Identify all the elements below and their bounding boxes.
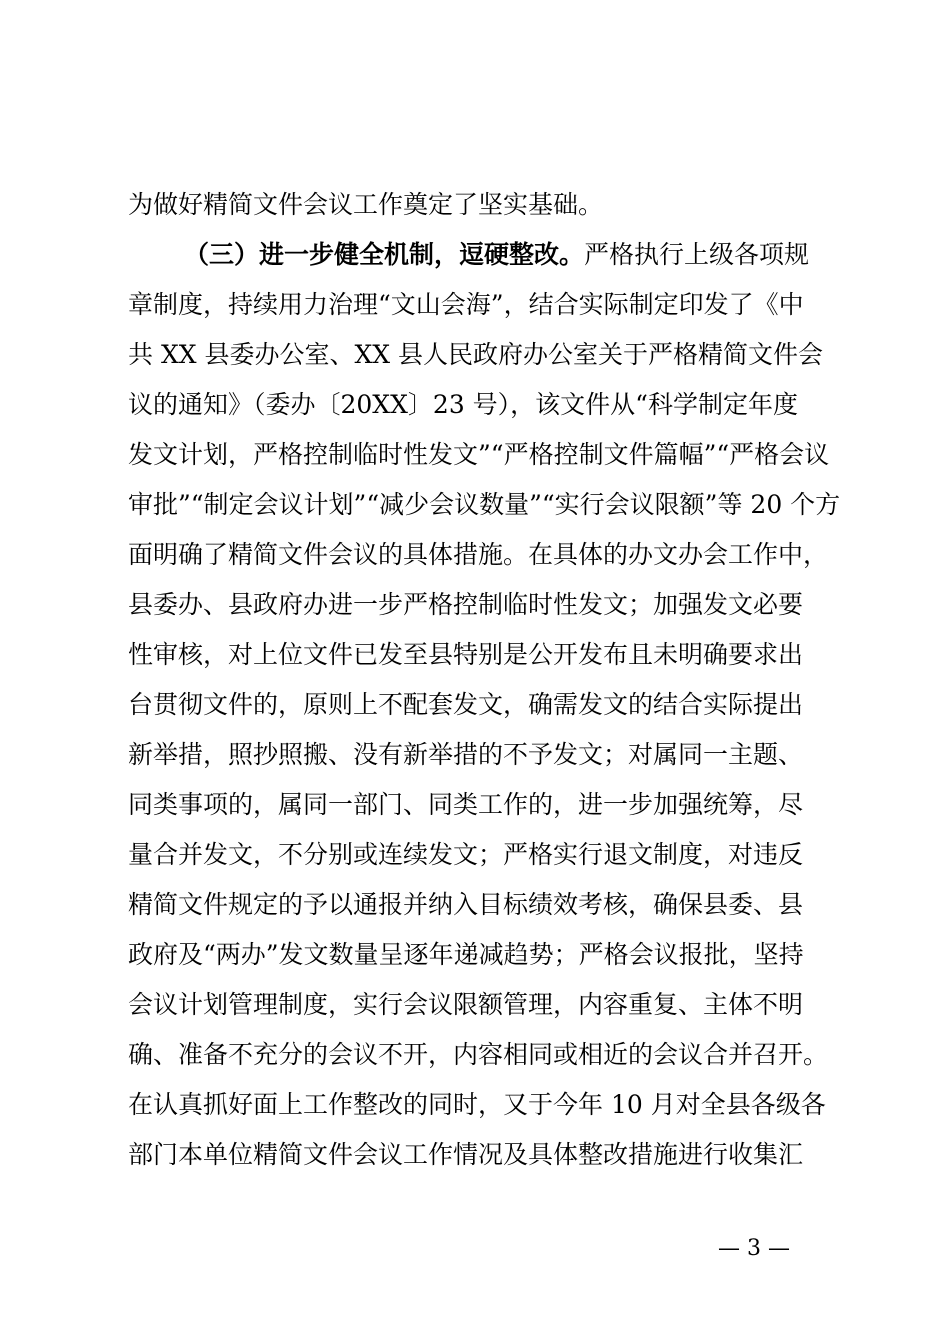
text-line: 同类事项的，属同一部门、同类工作的，进一步加强统筹，尽 [128,790,804,819]
text-line: 发文计划，严格控制临时性发文”“严格控制文件篇幅”“严格会议 [128,440,830,469]
text-span: 严格执行上级各项规 [584,240,810,269]
text-line: 为做好精简文件会议工作奠定了坚实基础。 [128,190,604,219]
text-line: 确、准备不充分的会议不开，内容相同或相近的会议合并召开。 [128,1040,829,1069]
text-line: 面明确了精简文件会议的具体措施。在具体的办文办会工作中， [128,540,829,569]
text-line: 部门本单位精简文件会议工作情况及具体整改措施进行收集汇 [128,1140,804,1169]
text-line: 量合并发文，不分别或连续发文；严格实行退文制度，对违反 [128,840,804,869]
text-line: 新举措，照抄照搬、没有新举措的不予发文；对属同一主题、 [128,740,804,769]
text-line: 性审核，对上位文件已发至县特别是公开发布且未明确要求出 [128,640,804,669]
text-line: 审批”“制定会议计划”“减少会议数量”“实行会议限额”等 20 个方 [128,490,841,519]
section-heading: （三）进一步健全机制，逗硬整改。 [184,240,585,269]
text-line: 县委办、县政府办进一步严格控制临时性发文；加强发文必要 [128,590,804,619]
text-line: 共 XX 县委办公室、XX 县人民政府办公室关于严格精简文件会 [128,340,824,369]
text-line: 台贯彻文件的，原则上不配套发文，确需发文的结合实际提出 [128,690,804,719]
section-heading-line [128,230,858,280]
text-line: 议的通知》（委办〔20XX〕23 号），该文件从“科学制定年度 [128,390,798,419]
text-line: 政府及“两办”发文数量呈逐年递减趋势；严格会议报批，坚持 [128,940,804,969]
body-text [128,180,858,1180]
text-line: 在认真抓好面上工作整改的同时，又于今年 10 月对全县各级各 [128,1090,826,1119]
text-line: 会议计划管理制度，实行会议限额管理，内容重复、主体不明 [128,990,804,1019]
text-line: 章制度，持续用力治理“文山会海”，结合实际制定印发了《中 [128,290,804,319]
text-line: 精简文件规定的予以通报并纳入目标绩效考核，确保县委、县 [128,890,804,919]
page-number: — 3 — [718,1236,790,1261]
